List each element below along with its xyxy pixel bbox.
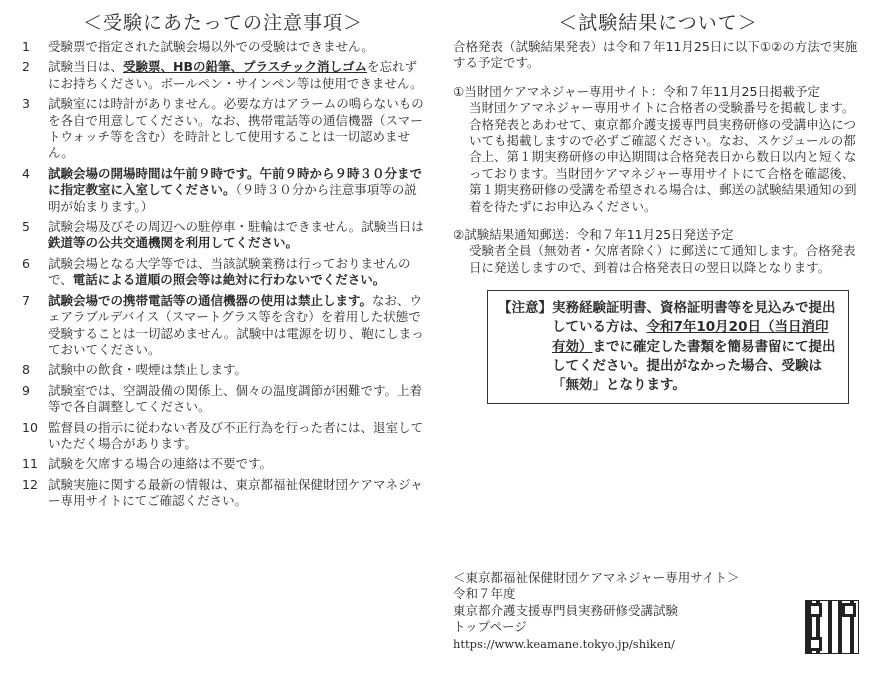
caution-text-c: までに確定した書類を簡易書留にて提出してください。提出がなかった場合、受験は「無効」となります。 [552, 338, 836, 394]
notice-item [22, 59, 424, 92]
method2-heading: ②試験結果通知郵送：令和７年11月25日発送予定 [453, 227, 734, 243]
notice-item [22, 39, 424, 55]
notice-item [22, 166, 424, 215]
notice-item [22, 383, 424, 416]
results-intro: 合格発表（試験結果発表）は令和７年11月25日に以下①②の方法で実施する予定です。 [453, 39, 858, 71]
method1-body: 当財団ケアマネジャー専用サイトに合格者の受験番号を掲載します。合格発表とあわせて、東京都介護支援専門員実務研修の受講申込についても掲載しますので必ずご確認ください。なお、スケジュールの都合上、第１期実務研修の申込期間は合格発表日から数日以内と短くなっております。当財団ケアマネジャー専用サイトにて合格を確認後、第１期実務研修の受講を希望される場合は、郵送の試験結果通知の到着を待たずにお申込みください。 [469, 100, 857, 214]
notice-number: 6 [22, 255, 30, 271]
notice-text [48, 166, 424, 215]
notice-item [22, 477, 424, 510]
notice-item [22, 293, 424, 359]
notice-text [48, 362, 424, 378]
site-line-top: トップページ [453, 619, 527, 635]
notice-text-part: 試験会場の開場時間は午前９時です。午前９時から９時３０分までに指定教室に入室してください。 [48, 165, 423, 198]
notice-text-part: 受験票で指定された試験会場以外での受験はできません。 [48, 39, 374, 54]
notice-number: 1 [22, 39, 30, 54]
notice-text-part: 試験中の飲食・喫煙は禁止します。 [48, 362, 248, 378]
notice-text-part: 監督員の指示に従わない者及び不正行為を行った者には、退室していただく場合があります。 [48, 419, 424, 451]
notice-item [22, 456, 424, 472]
method2-body: 受験者全員（無効者・欠席者除く）に郵送にて通知します。合格発表日に発送しますので、到着は合格発表日の翌日以降となります。 [469, 243, 856, 275]
exam-notes-column [22, 0, 424, 514]
notice-number: 9 [22, 382, 30, 398]
notice-item [22, 219, 424, 252]
notice-text-part: 試験会場及びその周辺への駐停車・駐輪はできません。試験当日は [48, 219, 424, 235]
notice-text-part: 鉄道等の公共交通機関を利用してください。 [48, 235, 299, 251]
notice-text [48, 477, 424, 510]
notice-number: 11 [22, 456, 38, 472]
notice-number: 10 [22, 419, 38, 435]
notice-number: 4 [22, 165, 30, 181]
notice-text-part: 試験実施に関する最新の情報は、東京都福祉保健財団ケアマネジャー専用サイトにてご確認ください。 [48, 476, 423, 509]
notice-text-part: 試験を欠席する場合の連絡は不要です。 [48, 456, 273, 472]
notice-text [48, 293, 424, 359]
notice-number: 2 [22, 59, 30, 75]
notice-text-part: 試験室には時計がありません。必要な方はアラームの鳴らないものを各自で用意してください。なお、携帯電話等の通信機器（スマートウォッチ等を含む）を時計として使用することは一切認めません。 [48, 96, 424, 161]
notice-text [48, 420, 424, 453]
notice-number: 5 [22, 219, 30, 235]
notice-text-part: を忘れずにお持ちください。ボールペン・サインペン等は使用できません。 [48, 59, 423, 91]
notice-text-part: なお、ウェアラブルデバイス（スマートグラス等を含む）を着用した状態で受験することは一切認めません。試験中は電源を切り、鞄にしまっておいてください。 [48, 292, 424, 357]
notice-text-part: 試験会場での携帯電話等の通信機器の使用は禁止します。 [48, 292, 373, 308]
notice-text-part: 試験室では、空調設備の関係上、個々の温度調節が困難です。上着等で各自調整してください。 [48, 382, 423, 415]
notice-text [48, 39, 424, 55]
notice-text [48, 256, 424, 289]
notice-number: 3 [22, 96, 30, 112]
exam-notes-title: ＜受験にあたっての注意事項＞ [82, 12, 363, 34]
site-line-exam: 東京都介護支援専門員実務研修受講試験 [453, 602, 679, 618]
caution-deadline: 令和7年10月20日（当日消印有効） [552, 319, 829, 355]
method1-heading: ①当財団ケアマネジャー専用サイト：令和７年11月25日掲載予定 [453, 83, 820, 99]
site-info [453, 570, 863, 652]
site-title: ＜東京都福祉保健財団ケアマネジャー専用サイト＞ [453, 570, 740, 585]
notice-text-part: 試験当日は、 [48, 59, 124, 75]
results-title: ＜試験結果について＞ [558, 12, 758, 34]
notice-text [48, 456, 424, 472]
notice-text-part: 受験票、HBの鉛筆、プラスチック消しゴム [123, 59, 368, 75]
caution-label: 【注意】 [498, 300, 552, 317]
site-line-year: 令和７年度 [453, 586, 516, 602]
notice-text [48, 59, 424, 92]
notice-item [22, 420, 424, 453]
notice-text [48, 383, 424, 416]
notice-item [22, 362, 424, 378]
notice-item [22, 256, 424, 289]
notice-text-part: （９時３０分から注意事項等の説明が始まります。） [48, 182, 417, 214]
notice-number: 12 [22, 476, 38, 492]
exam-notes-list [22, 39, 424, 510]
notice-number: 8 [22, 362, 30, 378]
caution-text-a: 実務経験証明書、資格証明書等を見込みで提出している方は、 [552, 300, 836, 336]
qr-code-icon[interactable] [805, 600, 859, 654]
notice-text-part: 電話による道順の照会等は絶対に行わないでください。 [72, 272, 386, 288]
notice-text [48, 96, 424, 162]
notice-text-part: 試験会場となる大学等では、当該試験業務は行っておりませんので、 [48, 255, 411, 288]
notice-number: 7 [22, 292, 30, 308]
notice-text [48, 219, 424, 252]
site-url[interactable]: https://www.keamane.tokyo.jp/shiken/ [453, 636, 675, 651]
caution-box [487, 290, 849, 404]
caution-text [552, 299, 838, 395]
notice-item [22, 96, 424, 162]
results-column [453, 0, 863, 651]
